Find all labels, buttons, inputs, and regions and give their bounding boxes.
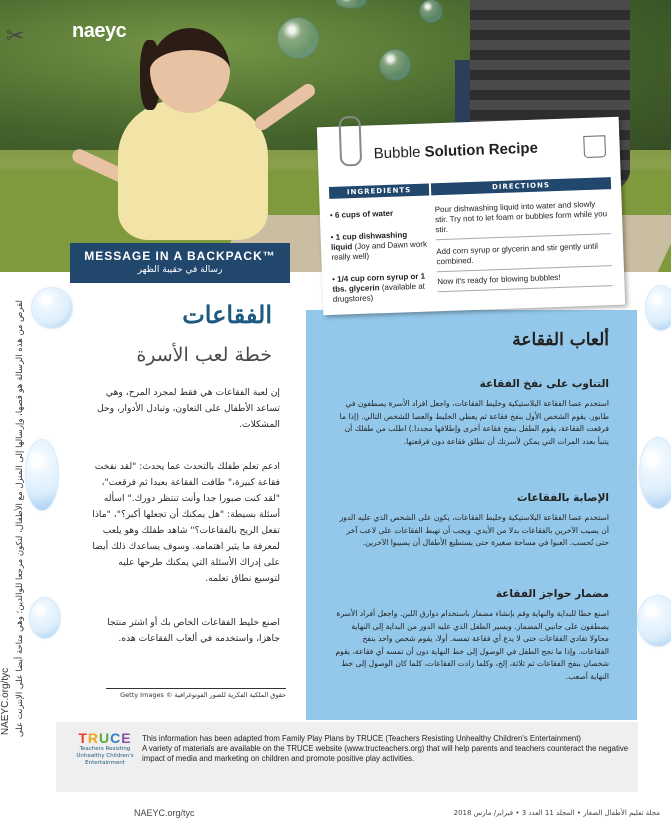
article-paragraph: إن لعبة الفقاعات هي فقط لمجرد المرح، وهي تساعد الأطفال على التعاون، وتبادل الأدوار، وحل المشكلات. <box>97 387 280 430</box>
truce-line: A variety of materials are available on the TRUCE website (www.tructeachers.org) that will help parents and teachers counteract the negative impact of media and marketing on children and promote positive play activities. <box>142 744 629 763</box>
ingredient-bold: 6 cups of water <box>334 208 394 220</box>
ingredients-header: INGREDIENTS <box>329 183 429 198</box>
message-banner <box>70 243 290 283</box>
article-title: الفقاعات <box>182 300 272 329</box>
truce-line: This information has been adapted from Family Play Plans by TRUCE (Teachers Resisting Unhealthy Children's Entertainment) <box>142 734 582 743</box>
game-heading: التناوب على نفخ الفقاعة <box>479 378 609 390</box>
bubble <box>638 596 671 646</box>
directions-header: DIRECTIONS <box>431 177 611 195</box>
banner-title: MESSAGE IN A BACKPACK™ <box>84 249 276 263</box>
games-title: ألعاب الفقاعة <box>512 330 609 350</box>
truce-text <box>142 734 632 764</box>
bubble <box>32 288 72 328</box>
ingredient-item: • 1 cup dishwashing liquid (Joy and Dawn work really well) <box>330 230 428 262</box>
article-subtitle: خطة لعب الأسرة <box>136 344 272 366</box>
ingredient-item: • 1/4 cup corn syrup or 1 tbs. glycerin (available at drugstores) <box>331 271 426 304</box>
footer-issue-info: مجلة تعليم الأطفال الصغار • المجلد 11 العدد 3 • فبراير/ مارس 2018 <box>453 809 660 817</box>
recipe-card <box>317 117 625 315</box>
ingredient-bold: 1/4 cup corn syrup or 1 tbs. glycerin <box>332 271 426 294</box>
recipe-title-plain: Bubble <box>373 143 425 163</box>
footer-url[interactable]: NAEYC.org/tyc <box>134 808 195 818</box>
measuring-cup-icon <box>583 135 606 158</box>
bubble <box>26 440 58 510</box>
truce-logo <box>70 730 140 767</box>
photo-credit: حقوق الملكية الفكرية للصور الفوتوغرافية © Getty Images <box>106 688 286 699</box>
bubble <box>380 50 410 80</box>
bubble <box>278 18 318 58</box>
recipe-title <box>373 140 538 163</box>
game-heading: الإصابة بالفقاعات <box>516 492 609 504</box>
naeyc-logo: naeyc <box>72 20 127 42</box>
truce-logo-subtitle: Teachers Resisting Unhealthy Children's Entertainment <box>76 746 134 766</box>
ingredient-rest: (Joy and Dawn work really well) <box>331 239 428 262</box>
ingredient-bold: 1 cup dishwashing liquid <box>330 230 408 252</box>
scissors-icon: ✂ <box>6 24 25 49</box>
paperclip-icon <box>338 116 362 167</box>
article-paragraph: ادعم تعلم طفلك بالتحدث عما يحدث: "لقد نفخت فقاعة كبيرة،" طافت الفقاعة بعيدا ثم فرقعت"، "لقد كنت صبورا جدا وأنت تنتظر دورك." اسأله أسئلة بسيطة: "هل يمكنك أن تجعلها أكبر؟"، "ماذا تفعل الريح بالفقاعات؟" شاهد طفلك وهو يلعب لمعرفة ما يثير اهتمامه. وسوف يساعدك ذلك أيضا على إدراك الأسئلة التي يمكنك طرحها عليه لتوسيع نطاق تعلمه. <box>92 461 280 584</box>
game-heading: مضمار حواجز الفقاعة <box>495 588 609 600</box>
direction-step: Pour dishwashing liquid into water and slowly stir. Try not to let foam or bubbles form while you stir. <box>435 199 611 240</box>
direction-step: Add corn syrup or glycerin and stir gently until combined. <box>436 241 612 272</box>
game-text: استخدم عصا الفقاعة البلاستيكية وخليط الفقاعات، واجعل افراد الأسرة يصطفون في طابور. يقوم الشخص الأول بنفخ فقاعة ثم يعطي الخليط والعصا للشخص التالي. (إذا ما فرقعت الفقاعة، يقوم الطفل بنفخ فقاعة أخرى وإطلاقها مجددا.) اطلب من طفلك أن يتنبأ بعدد المرات التي يمكن لأسرتك أن تطلق فقاعة دون فرقعتها. <box>339 399 609 446</box>
recipe-title-bold: Solution Recipe <box>424 139 539 161</box>
bubble <box>30 598 60 638</box>
cut-instructions: لقرص من هذه الرسالة هو قصها، وإرسالها إلى المنزل مع الأطفال، لتكون مرجعا للوالدين؛ وهي متاحة أيضا على الإنترنت على <box>15 300 25 738</box>
truce-info-box <box>56 722 638 792</box>
bubble <box>646 286 671 330</box>
game-text: استخدم عصا الفقاعة البلاستيكية وخليط الفقاعات، يكون على الشخص الذي عليه الدور أن يصيب الآخرين بالفقاعات بدلا من الأيدي. ويجب أن تهبط الفقاعات على لاعب آخر حتى تُحسب. العبوا في مساحة صغيرة حتى يستطيع الأطفال أن يصيبوا الآخرين. <box>339 513 609 547</box>
game-text: اصنع خطا للبداية والنهاية وقم بإنشاء مضمار باستخدام دوارق اللبن. واجعل أفراد الأسرة يصطفون على جانبي المضمار. ويسير الطفل الذي عليه الدور من البداية إلى النهاية محاولا تفادي الفقاعات حتى لا يدع أي فقاعة تمسه. أولا، يقوم شخص واحد بنفخ الفقاعات. وإذا ما نجح الطفل في الوصول إلى خط النهاية دون أن تمسه أي فقاعة، يقوم شخصان بنفخ الفقاعات ثم ثلاثة، إلخ، وكلما زادت الفقاعات، كلما كان الوصول إلى خط النهاية أصعب. <box>335 609 609 681</box>
ingredient-item: • 6 cups of water <box>329 208 394 220</box>
girl-figure <box>118 100 268 240</box>
ingredient-rest: (available at drugstores) <box>332 281 426 304</box>
girl-head <box>150 28 230 113</box>
banner-subtitle: رسالة في حقيبة الظهر <box>137 265 223 275</box>
bubble <box>420 0 442 22</box>
article-paragraph: اصنع خليط الفقاعات الخاص بك أو اشتر منتجا جاهزا، واستخدمه في ألعاب الفقاعات هذه. <box>107 617 280 644</box>
bubble-games-panel <box>306 310 637 720</box>
side-url: NAEYC.org/tyc <box>0 667 12 736</box>
direction-step: Now it's ready for blowing bubbles! <box>437 271 612 292</box>
truce-logo-name: TRUCE <box>78 730 132 746</box>
bubble <box>640 438 671 508</box>
